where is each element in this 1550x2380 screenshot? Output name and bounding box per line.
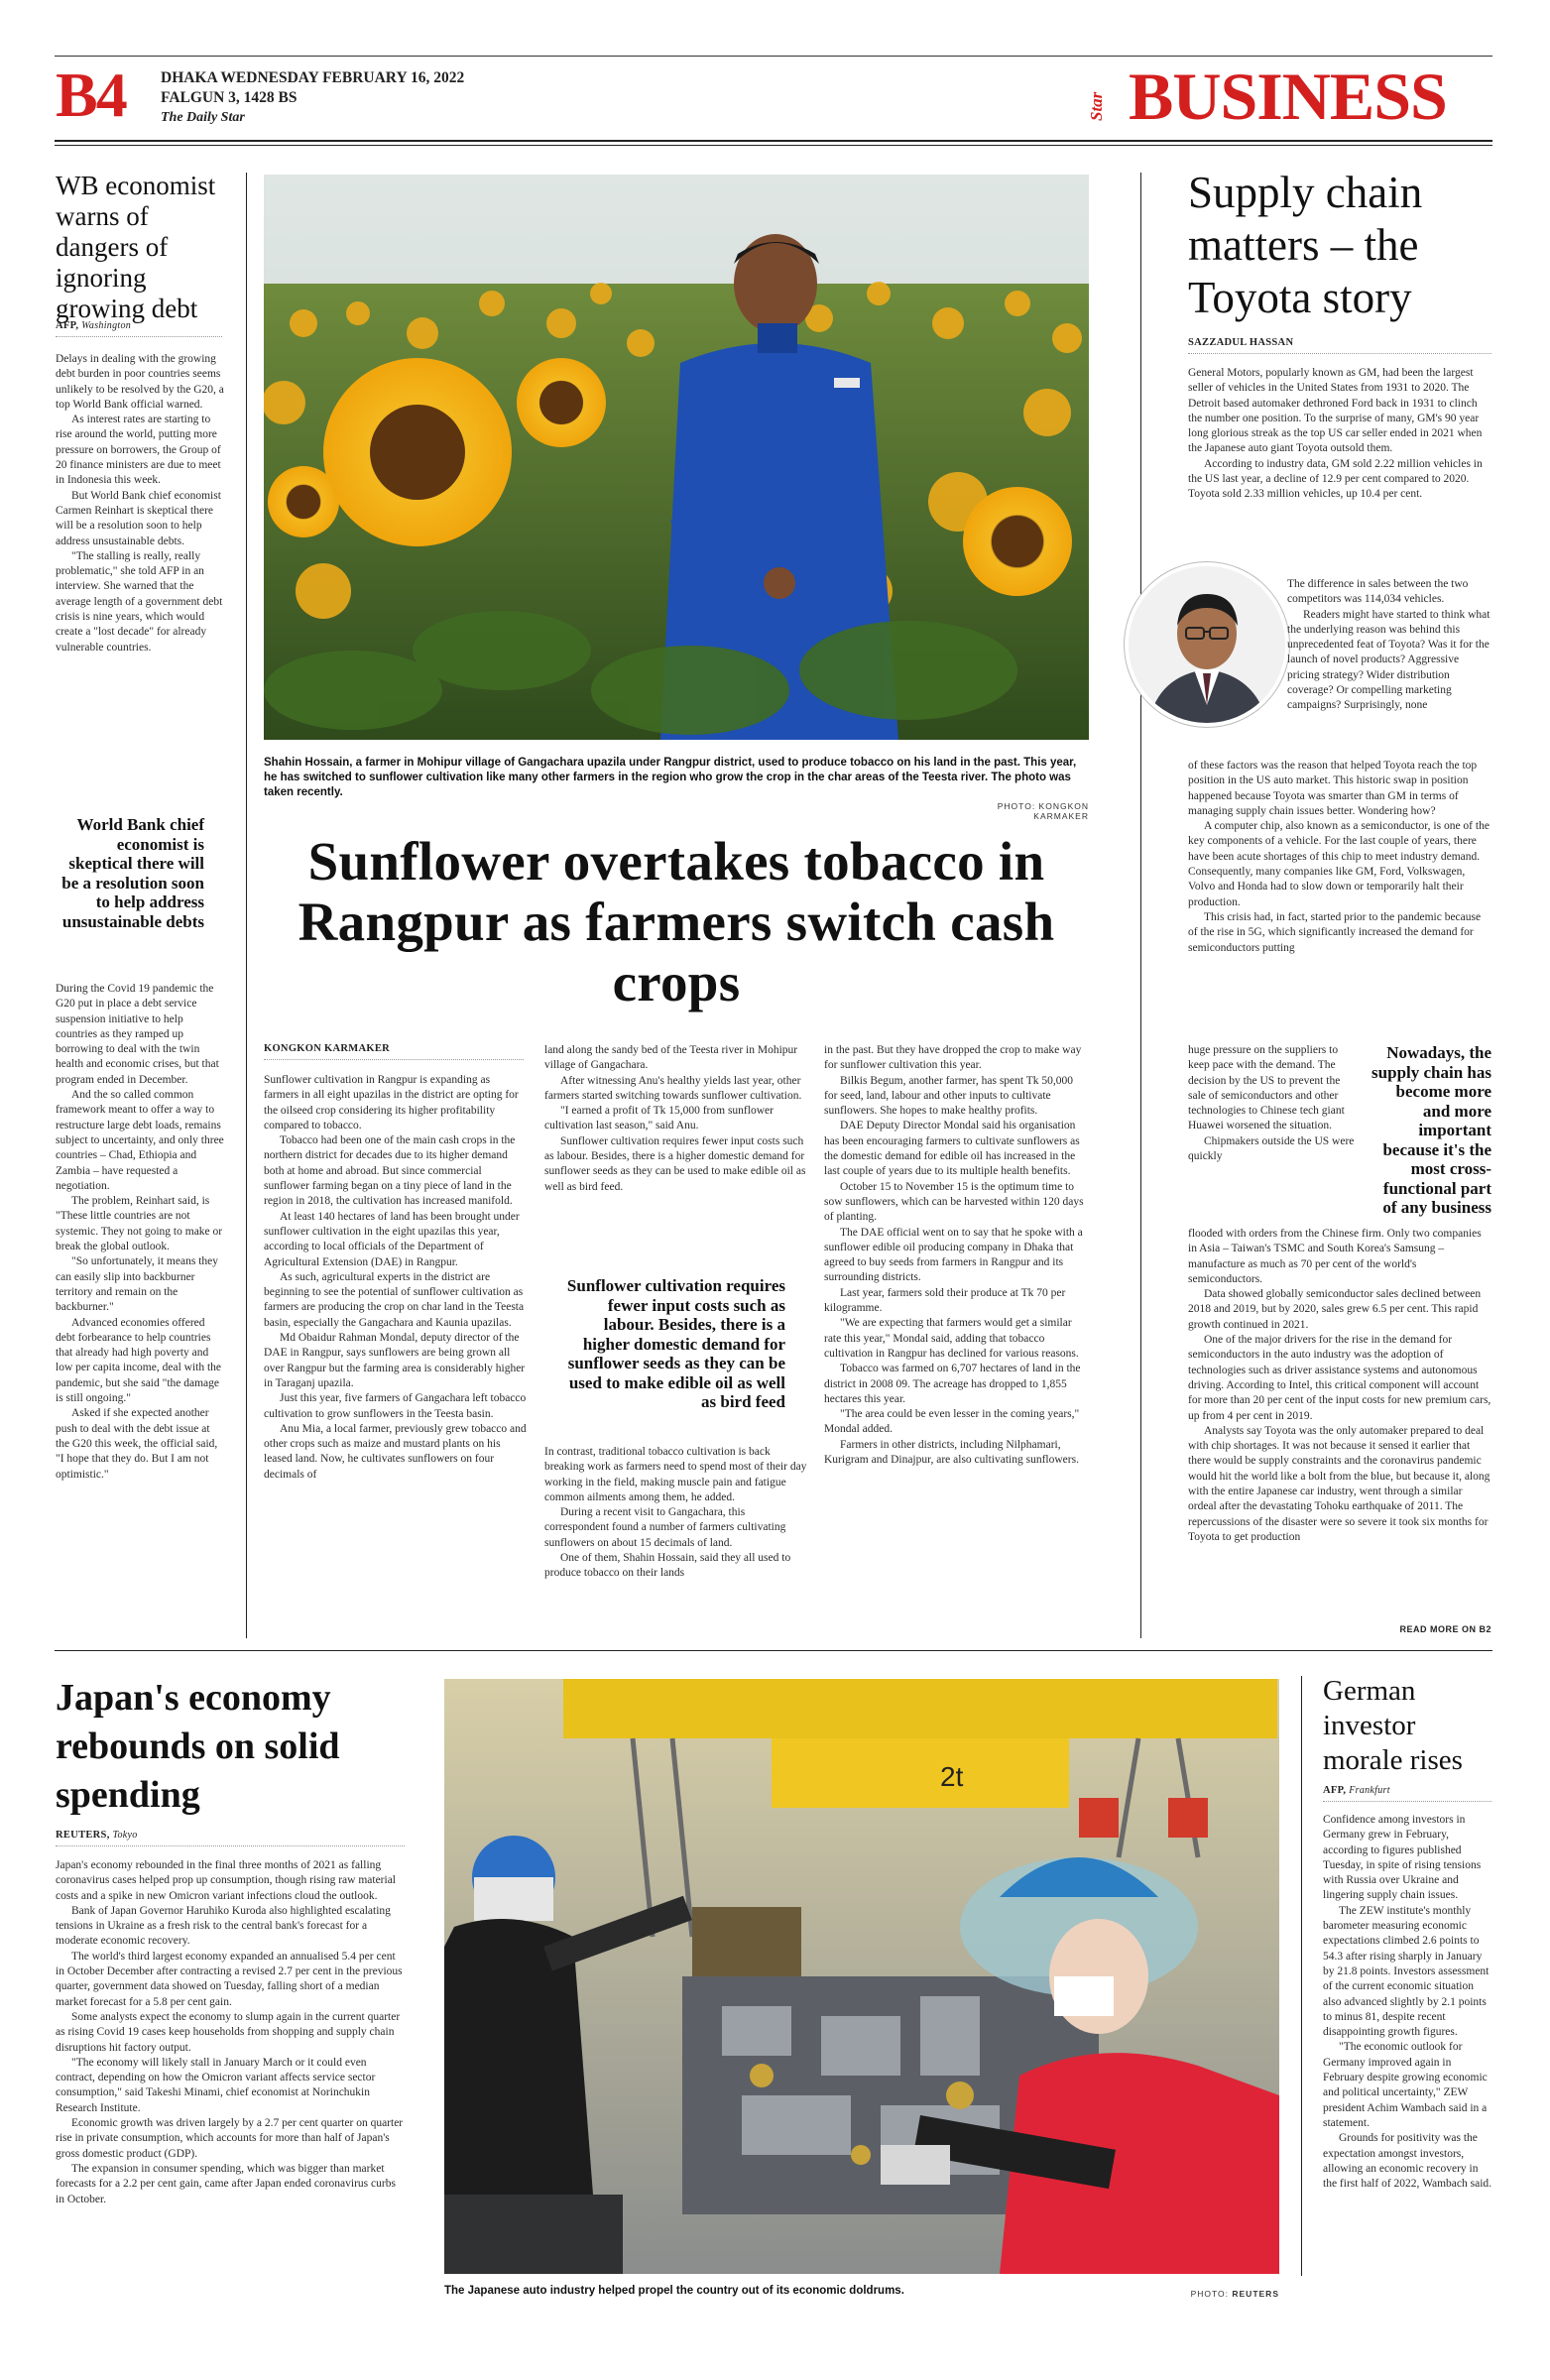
sunflower-para: October 15 to November 15 is the optimum time to sow sunflowers, which can be harvested within 120 days of planting. — [824, 1180, 1084, 1224]
german-para: Grounds for positivity was the expectation amongst investors, allowing an economic recovery in the first half of 2022, Wambach said. — [1323, 2132, 1492, 2191]
toyota-body-narrow — [1188, 1043, 1357, 1164]
wb-para: Asked if she expected another push to deal with the debt issue at the G20 this week, the official said, "I hope that they do. But I am not optimistic." — [56, 1407, 218, 1481]
sunflower-col-1 — [264, 1073, 527, 1483]
sunflower-para: Tobacco had been one of the main cash crops in the northern district for decades due to its higher demand both at home and abroad. But since commercial sunflower farming began on a tiny piece of land in the region in 2018, the cultivation has increased manifold. — [264, 1134, 516, 1208]
japan-byline-source: REUTERS, — [56, 1830, 110, 1841]
wb-para: "So unfortunately, it means they can easily slip into backburner territory and remain on the backburner." — [56, 1255, 218, 1314]
japan-para: Some analysts expect the economy to slump again in the current quarter as rising Covid 19 cases keep households from shopping and supply chain disruptions hit factory output. — [56, 2010, 401, 2054]
masthead-bottom-rule — [55, 140, 1492, 142]
section-title: BUSINESS — [1129, 59, 1447, 134]
toyota-para: Chipmakers outside the US were quickly — [1188, 1134, 1355, 1163]
hoist-sign-text: 2t — [940, 1761, 964, 1792]
column-divider-bottom — [1301, 1676, 1302, 2276]
german-byline-source: AFP, — [1323, 1785, 1347, 1796]
sunflower-para: Sunflower cultivation requires fewer input costs such as labour. Besides, there is a higher domestic demand for sunflower seeds as they can be used to make edible oil as well as bird feed. — [544, 1134, 806, 1193]
sunflower-col-3 — [824, 1043, 1089, 1468]
wb-byline-source: AFP, — [56, 320, 79, 331]
german-para: "The economic outlook for Germany improved again in February despite growing economic and political uncertainty," ZEW president Achim Wambach said in a statement. — [1323, 2041, 1488, 2129]
paper-name: The Daily Star — [161, 110, 245, 125]
sunflower-para: Tobacco was farmed on 6,707 hectares of land in the district in 2008 09. The acreage has dropped to 1,855 hectares this year. — [824, 1363, 1081, 1405]
sunflower-para: As such, agricultural experts in the district are beginning to see the potential of sunflower cultivation as farmers are producing the crop on char land in the Teesta basin, especially the Gangachara and Kaunia upazilas. — [264, 1270, 525, 1329]
sunflower-col-2 — [544, 1043, 808, 1195]
masthead-bottom-rule-thin — [55, 145, 1492, 146]
sunflower-para: "I earned a profit of Tk 15,000 from sunflower cultivation last season," said Anu. — [544, 1105, 774, 1132]
toyota-body-3 — [1188, 1227, 1491, 1545]
wb-para: But World Bank chief economist Carmen Reinhart is skeptical there will be a resolution soon to help address unsustainable debts. — [56, 489, 221, 547]
wb-body — [56, 352, 226, 655]
japan-body — [56, 1858, 405, 2207]
japan-byline-place: Tokyo — [112, 1830, 138, 1841]
sunflower-caption: Shahin Hossain, a farmer in Mohipur village of Gangachara upazila under Rangpur district, used to produce tobacco on his land in the past. This year, he has switched to sunflower cultivation like many other farmers in the region who grow the crop in the char areas of the Teesta river. The photo was taken recently. — [264, 757, 1077, 798]
sunflower-para: After witnessing Anu's healthy yields last year, other farmers started switching towards sunflower cultivation. — [544, 1074, 802, 1102]
toyota-para: General Motors, popularly known as GM, had been the largest seller of vehicles in the United States from 1931 to 2020. The Detroit based automaker dethroned Ford back in 1931 to clinch the number one position. To the surprise of many, GM's 90 year long glorious streak as the top US car seller ended in 2021 when the Japanese auto giant Toyota outsold them. — [1188, 367, 1483, 455]
sunflower-para: in the past. But they have dropped the crop to make way for sunflower cultivation this year. — [824, 1044, 1082, 1072]
wb-para: As interest rates are starting to rise around the world, putting more pressure on borrowers, the Group of 20 finance ministers are due to meet in Indonesia this week. — [56, 414, 221, 487]
star-mark: Star — [1087, 91, 1106, 121]
sunflower-para: Anu Mia, a local farmer, previously grew tobacco and other crops such as maize and mustard plants on his leased land. Now, he cultivates sunflowers on four decimals of — [264, 1422, 527, 1481]
dateline: DHAKA WEDNESDAY FEBRUARY 16, 2022 — [161, 69, 465, 86]
sunflower-para: Md Obaidur Rahman Mondal, deputy director of the DAE in Rangpur, says sunflowers are being grown all over Rangpur but the farming area is considerably higher in Taraganj upazila. — [264, 1332, 526, 1389]
toyota-para: Readers might have started to think what the underlying reason was behind this unprecedented feat of Toyota? Was it for the launch of novel products? Aggressive pricing strategy? Wider distribution coverage? Or compelling marketing campaigns? Surprisingly, none — [1287, 608, 1490, 712]
toyota-byline: SAZZADUL HASSAN — [1188, 337, 1491, 354]
sunflower-para: Just this year, five farmers of Gangachara left tobacco cultivation to grow sunflowers in the Teesta basin. — [264, 1392, 527, 1420]
german-body — [1323, 1813, 1493, 2192]
masthead-top-rule — [55, 56, 1492, 57]
toyota-headline: Supply chain matters – the Toyota story — [1188, 168, 1423, 322]
factory-caption: The Japanese auto industry helped propel the country out of its economic doldrums. — [444, 2285, 904, 2297]
section-divider — [55, 1650, 1492, 1651]
sunflower-headline: Sunflower overtakes tobacco in Rangpur as farmers switch cash crops — [298, 831, 1055, 1012]
sunflower-para: Bilkis Begum, another farmer, has spent Tk 50,000 for seed, land, labour and other inputs to cultivate sunflowers. She hopes to make healthy profits. — [824, 1074, 1074, 1118]
toyota-para: flooded with orders from the Chinese firm. Only two companies in Asia – Taiwan's TSMC and South Korea's Samsung – manufacture as much as 70 per cent of the world's semiconductors. — [1188, 1228, 1482, 1285]
toyota-body-1 — [1188, 366, 1491, 503]
sunflower-pull-quote: Sunflower cultivation requires fewer input costs such as labour. Besides, there is a higher domestic demand for sunflower seeds as they can be used to make edible oil as well as bird feed — [566, 1276, 785, 1411]
japan-headline: Japan's economy rebounds on solid spending — [56, 1677, 340, 1816]
wb-para: Delays in dealing with the growing debt burden in poor countries seems unlikely to be resolved by the G20, a top World Bank official warned. — [56, 353, 224, 411]
sunflower-para: DAE Deputy Director Mondal said his organisation has been encouraging farmers to cultivate sunflowers as the domestic demand for edible oil has increased in the last couple of years due to its multiple health benefits. — [824, 1120, 1080, 1178]
sunflower-field-image — [264, 175, 1089, 740]
japan-para: Bank of Japan Governor Haruhiko Kuroda also highlighted escalating tensions in Ukraine as a fresh risk to the central bank's forecast for a moderate economic recovery. — [56, 1904, 391, 1948]
wb-para: The problem, Reinhart said, is "These little countries are not systemic. They not going to make or break the global outlook. — [56, 1195, 223, 1253]
german-headline: German investor morale rises — [1323, 1675, 1463, 1776]
toyota-para: of these factors was the reason that helped Toyota reach the top position in the US auto market. This historic swap in position happened because Toyota was smarter than GM in terms of managing supply chain issues better. Wondering how? — [1188, 760, 1478, 817]
toyota-para: One of the major drivers for the rise in the demand for semiconductors in the auto industry was the adoption of technologies such as driver assistance systems and autonomous driving. According to Intel, this critical component will account for more than 20 per cent of the input costs for new premium cars, up from 4 per cent in 2019. — [1188, 1334, 1491, 1422]
wb-para: "The stalling is really, really problematic," she told AFP in an interview. She warned that the average length of a government debt crisis is nine years, which would create a "lost decade" for already vulnerable countries. — [56, 549, 223, 654]
wb-body-continued — [56, 982, 226, 1483]
author-portrait-image — [1129, 566, 1285, 723]
sunflower-para: The DAE official went on to say that he spoke with a sunflower edible oil producing company in Dhaka that agreed to buy seeds from farmers in Rangpur and its surrounding districts. — [824, 1226, 1083, 1284]
sunflower-para: Farmers in other districts, including Nilphamari, Kurigram and Dinajpur, are also cultivating sunflowers. — [824, 1438, 1079, 1467]
japan-para: The world's third largest economy expanded an annualised 5.4 per cent in October December after contracting a revised 2.7 per cent in the previous quarter, government data showed on Tuesday, falling short of a median market forecast for a 5.8 per cent gain. — [56, 1950, 403, 2008]
column-divider-left — [246, 173, 247, 1638]
factory-photo — [444, 1679, 1279, 2274]
toyota-para: A computer chip, also known as a semiconductor, is one of the key components of a vehicle. For the last couple of years, there have been acute shortages of this chip to meet industry demand. Consequently, many companies like GM, Ford, Volkswagen, Volvo and Honda had to slow down or temporarily halt their production. — [1188, 820, 1490, 908]
sunflower-photo — [264, 175, 1089, 740]
sunflower-para: During a recent visit to Gangachara, this correspondent found a number of farmers cultivating sunflowers on about 15 decimals of land. — [544, 1506, 786, 1549]
read-more-link[interactable]: READ MORE ON B2 — [1399, 1624, 1491, 1634]
wb-para: Advanced economies offered debt forbearance to help countries that already had high poverty and low per capita income, deal with the pandemic, but she said "the damage is still ongoing." — [56, 1316, 222, 1405]
japan-byline — [56, 1830, 405, 1846]
sunflower-para: land along the sandy bed of the Teesta river in Mohipur village of Gangachara. — [544, 1044, 798, 1072]
wb-headline: WB economist warns of dangers of ignoring growing debt — [56, 171, 216, 323]
sunflower-byline: KONGKON KARMAKER — [264, 1043, 524, 1060]
wb-para: And the so called common framework meant to offer a way to restructure large debt loads, remains subject to uncertainty, and only three countries – Chad, Ethiopia and Zambia – have requested a negotiation. — [56, 1089, 224, 1192]
toyota-para: Analysts say Toyota was the only automaker prepared to deal with chip shortages. It was not because it sensed it earlier that there would be supply constraints and the coronavirus pandemic would hit the world like a bolt from the blue, but because it, along with the entire Japanese car industry, went through a similar ordeal after the devastating Tohoku earthquake of 2011. The repercussions of the disaster were so severe it took six months for Toyota to get production — [1188, 1424, 1490, 1543]
toyota-para: The difference in sales between the two competitors was 114,034 vehicles. — [1287, 578, 1469, 606]
toyota-body-2 — [1188, 759, 1491, 956]
german-byline — [1323, 1785, 1491, 1802]
sunflower-para: At least 140 hectares of land has been brought under sunflower cultivation in the eight upazilas this year, according to local officials of the Department of Agricultural Extension (DAE) in Rangpur. — [264, 1210, 520, 1268]
japan-para: The expansion in consumer spending, which was bigger than market forecasts for a 2.2 per cent gain, came after Japan ended coronavirus curbs in October. — [56, 2162, 396, 2205]
author-portrait — [1125, 562, 1289, 727]
japan-para: Japan's economy rebounded in the final three months of 2021 as falling coronavirus cases helped prop up consumption, though rising raw material costs and a spike in new Omicron variant infections cloud the outlook. — [56, 1859, 397, 1902]
japan-para: Economic growth was driven largely by a 2.7 per cent quarter on quarter rise in private consumption, which accounts for more than half of Japan's gross domestic product (GDP). — [56, 2117, 404, 2160]
toyota-para: This crisis had, in fact, started prior to the pandemic because of the rise in 5G, which significantly increased the demand for semiconductors putting — [1188, 910, 1482, 954]
sunflower-para: One of them, Shahin Hossain, said they all used to produce tobacco on their lands — [544, 1552, 791, 1580]
sunflower-photo-credit: PHOTO: KONGKON KARMAKER — [997, 801, 1089, 821]
factory-credit-name: REUTERS — [1232, 2289, 1279, 2299]
wb-byline-place: Washington — [81, 320, 132, 331]
sunflower-para: Last year, farmers sold their produce at Tk 70 per kilogramme. — [824, 1286, 1066, 1315]
japan-para: "The economy will likely stall in January March or it could even contract, depending on how the Omicron variant affects service sector consumption," said Takeshi Minami, chief economist at Norinchukin Research Institute. — [56, 2056, 376, 2114]
toyota-body-wrap — [1287, 577, 1491, 714]
factory-photo-credit — [1140, 2289, 1279, 2299]
wb-pull-quote: World Bank chief economist is skeptical there will be a resolution soon to help address unsustainable debts — [61, 815, 204, 931]
sunflower-para: "We are expecting that farmers would get a similar rate this year," Mondal said, adding that tobacco cultivation in Rangpur has declined for various reasons. — [824, 1317, 1079, 1360]
toyota-para: According to industry data, GM sold 2.22 million vehicles in the US last year, a decline of 12.9 per cent compared to 2020. Toyota sold 2.33 million vehicles, up 10.4 per cent. — [1188, 457, 1483, 501]
german-byline-place: Frankfurt — [1349, 1785, 1390, 1796]
toyota-para: Data showed globally semiconductor sales declined between 2018 and 2019, but by 2020, sales grew 6.5 per cent. This rapid growth continued in 2021. — [1188, 1288, 1482, 1331]
toyota-para: huge pressure on the suppliers to keep pace with the demand. The decision by the US to prevent the sale of semiconductors and other technologies to Chinese tech giant Huawei worsened the situation. — [1188, 1044, 1345, 1132]
sunflower-para: In contrast, traditional tobacco cultivation is back breaking work as farmers need to spend most of their day working in the field, making muscle pain and fatigue common ailments among them, he added. — [544, 1446, 807, 1503]
auto-factory-image — [444, 1679, 1279, 2274]
factory-credit-label: PHOTO: — [1190, 2289, 1229, 2299]
column-divider-right — [1140, 173, 1141, 1638]
wb-byline — [56, 320, 222, 337]
wb-para: During the Covid 19 pandemic the G20 put in place a debt service suspension initiative to help countries as they ramped up borrowing to deal with the twin health and economic crises, but that program ended in December. — [56, 983, 219, 1086]
page-label: B4 — [56, 60, 126, 130]
toyota-pull-quote: Nowadays, the supply chain has become more and more important because it's the most cross-functional part of any business — [1371, 1043, 1491, 1217]
dateline-sub: FALGUN 3, 1428 BS — [161, 89, 298, 106]
german-para: Confidence among investors in Germany grew in February, according to figures published Tuesday, in spite of rising tensions with Russia over Ukraine and lingering supply chain issues. — [1323, 1814, 1482, 1902]
sunflower-para: Sunflower cultivation in Rangpur is expanding as farmers in all eight upazilas in the district are opting for the oilseed crop considering its higher profitability compared to tobacco. — [264, 1074, 519, 1131]
sunflower-para: "The area could be even lesser in the coming years," Mondal added. — [824, 1408, 1080, 1436]
german-para: The ZEW institute's monthly barometer measuring economic expectations climbed 2.6 points to 54.3 after rising sharply in January by 21.8 points. Investors assessment of the current economic situation also advanced slightly by 2.1 points to minus 81, despite recent disappointing growth figures. — [1323, 1904, 1490, 2039]
sunflower-col-2b — [544, 1445, 808, 1582]
